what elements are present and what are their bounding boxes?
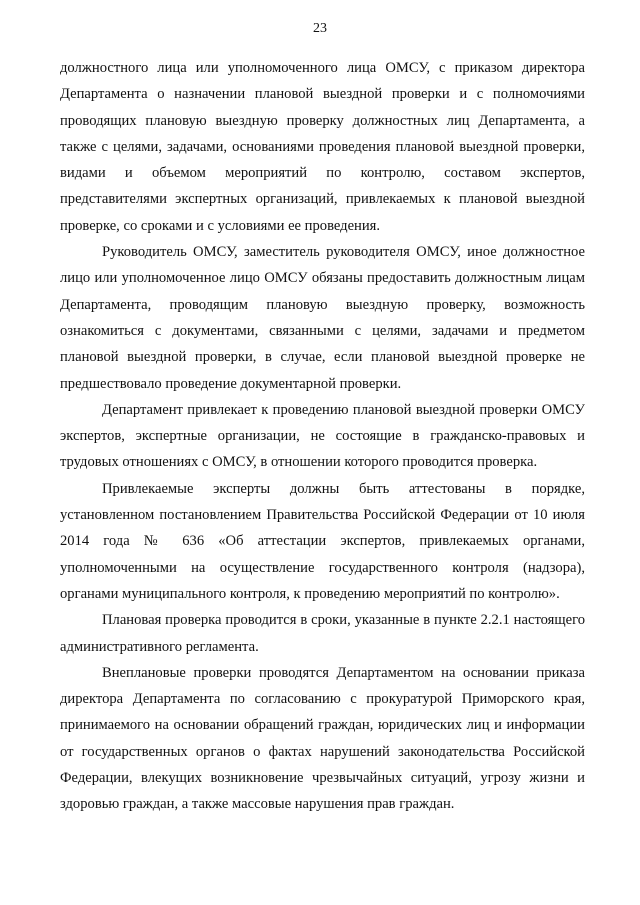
- page-number: 23: [313, 21, 327, 36]
- paragraph-5: Плановая проверка проводится в сроки, указанные в пункте 2.2.1 настоящего административного регламента.: [60, 612, 585, 655]
- paragraph-6: Внеплановые проверки проводятся Департаментом на основании приказа директора Департамента по согласованию с прокуратурой Приморского края, принимаемого на основании обращений граждан, юридических лиц и информации от государственных органов о фактах нарушений законодательства Российской Федерации, влекущих возникновение чрезвычайных ситуаций, угрозу жизни и здоровью граждан, а также массовые нарушения прав граждан.: [60, 664, 585, 813]
- document-body: [60, 55, 585, 818]
- paragraph-3: Департамент привлекает к проведению плановой выездной проверки ОМСУ экспертов, экспертные организации, не состоящие в гражданско-правовых и трудовых отношениях с ОМСУ, в отношении которого проводится проверка.: [60, 401, 585, 471]
- paragraph-2: Руководитель ОМСУ, заместитель руководителя ОМСУ, иное должностное лицо или уполномоченное лицо ОМСУ обязаны предоставить должностным лицам Департамента, проводящим плановую выездную проверку, возможность ознакомиться с документами, связанными с целями, задачами и предметом плановой выездной проверки, в случае, если плановой выездной проверке не предшествовало проведение документарной проверки.: [60, 244, 585, 392]
- paragraph-1: должностного лица или уполномоченного лица ОМСУ, с приказом директора Департамента о назначении плановой выездной проверки и с полномочиями проводящих плановую выездную проверку должностных лиц Департамента, а также с целями, задачами, основаниями проведения плановой выездной проверки, видами и объемом мероприятий по контролю, составом экспертов, представителями экспертных организаций, привлекаемых к плановой выездной проверке, со сроками и с условиями ее проведения.: [60, 60, 585, 234]
- paragraph-4: Привлекаемые эксперты должны быть аттестованы в порядке, установленном постановлением Правительства Российской Федерации от 10 июля 2014 года № 636 «Об аттестации экспертов, привлекаемых органами, уполномоченными на осуществление государственного контроля (надзора), органами муниципального контроля, к проведению мероприятий по контролю».: [60, 480, 585, 602]
